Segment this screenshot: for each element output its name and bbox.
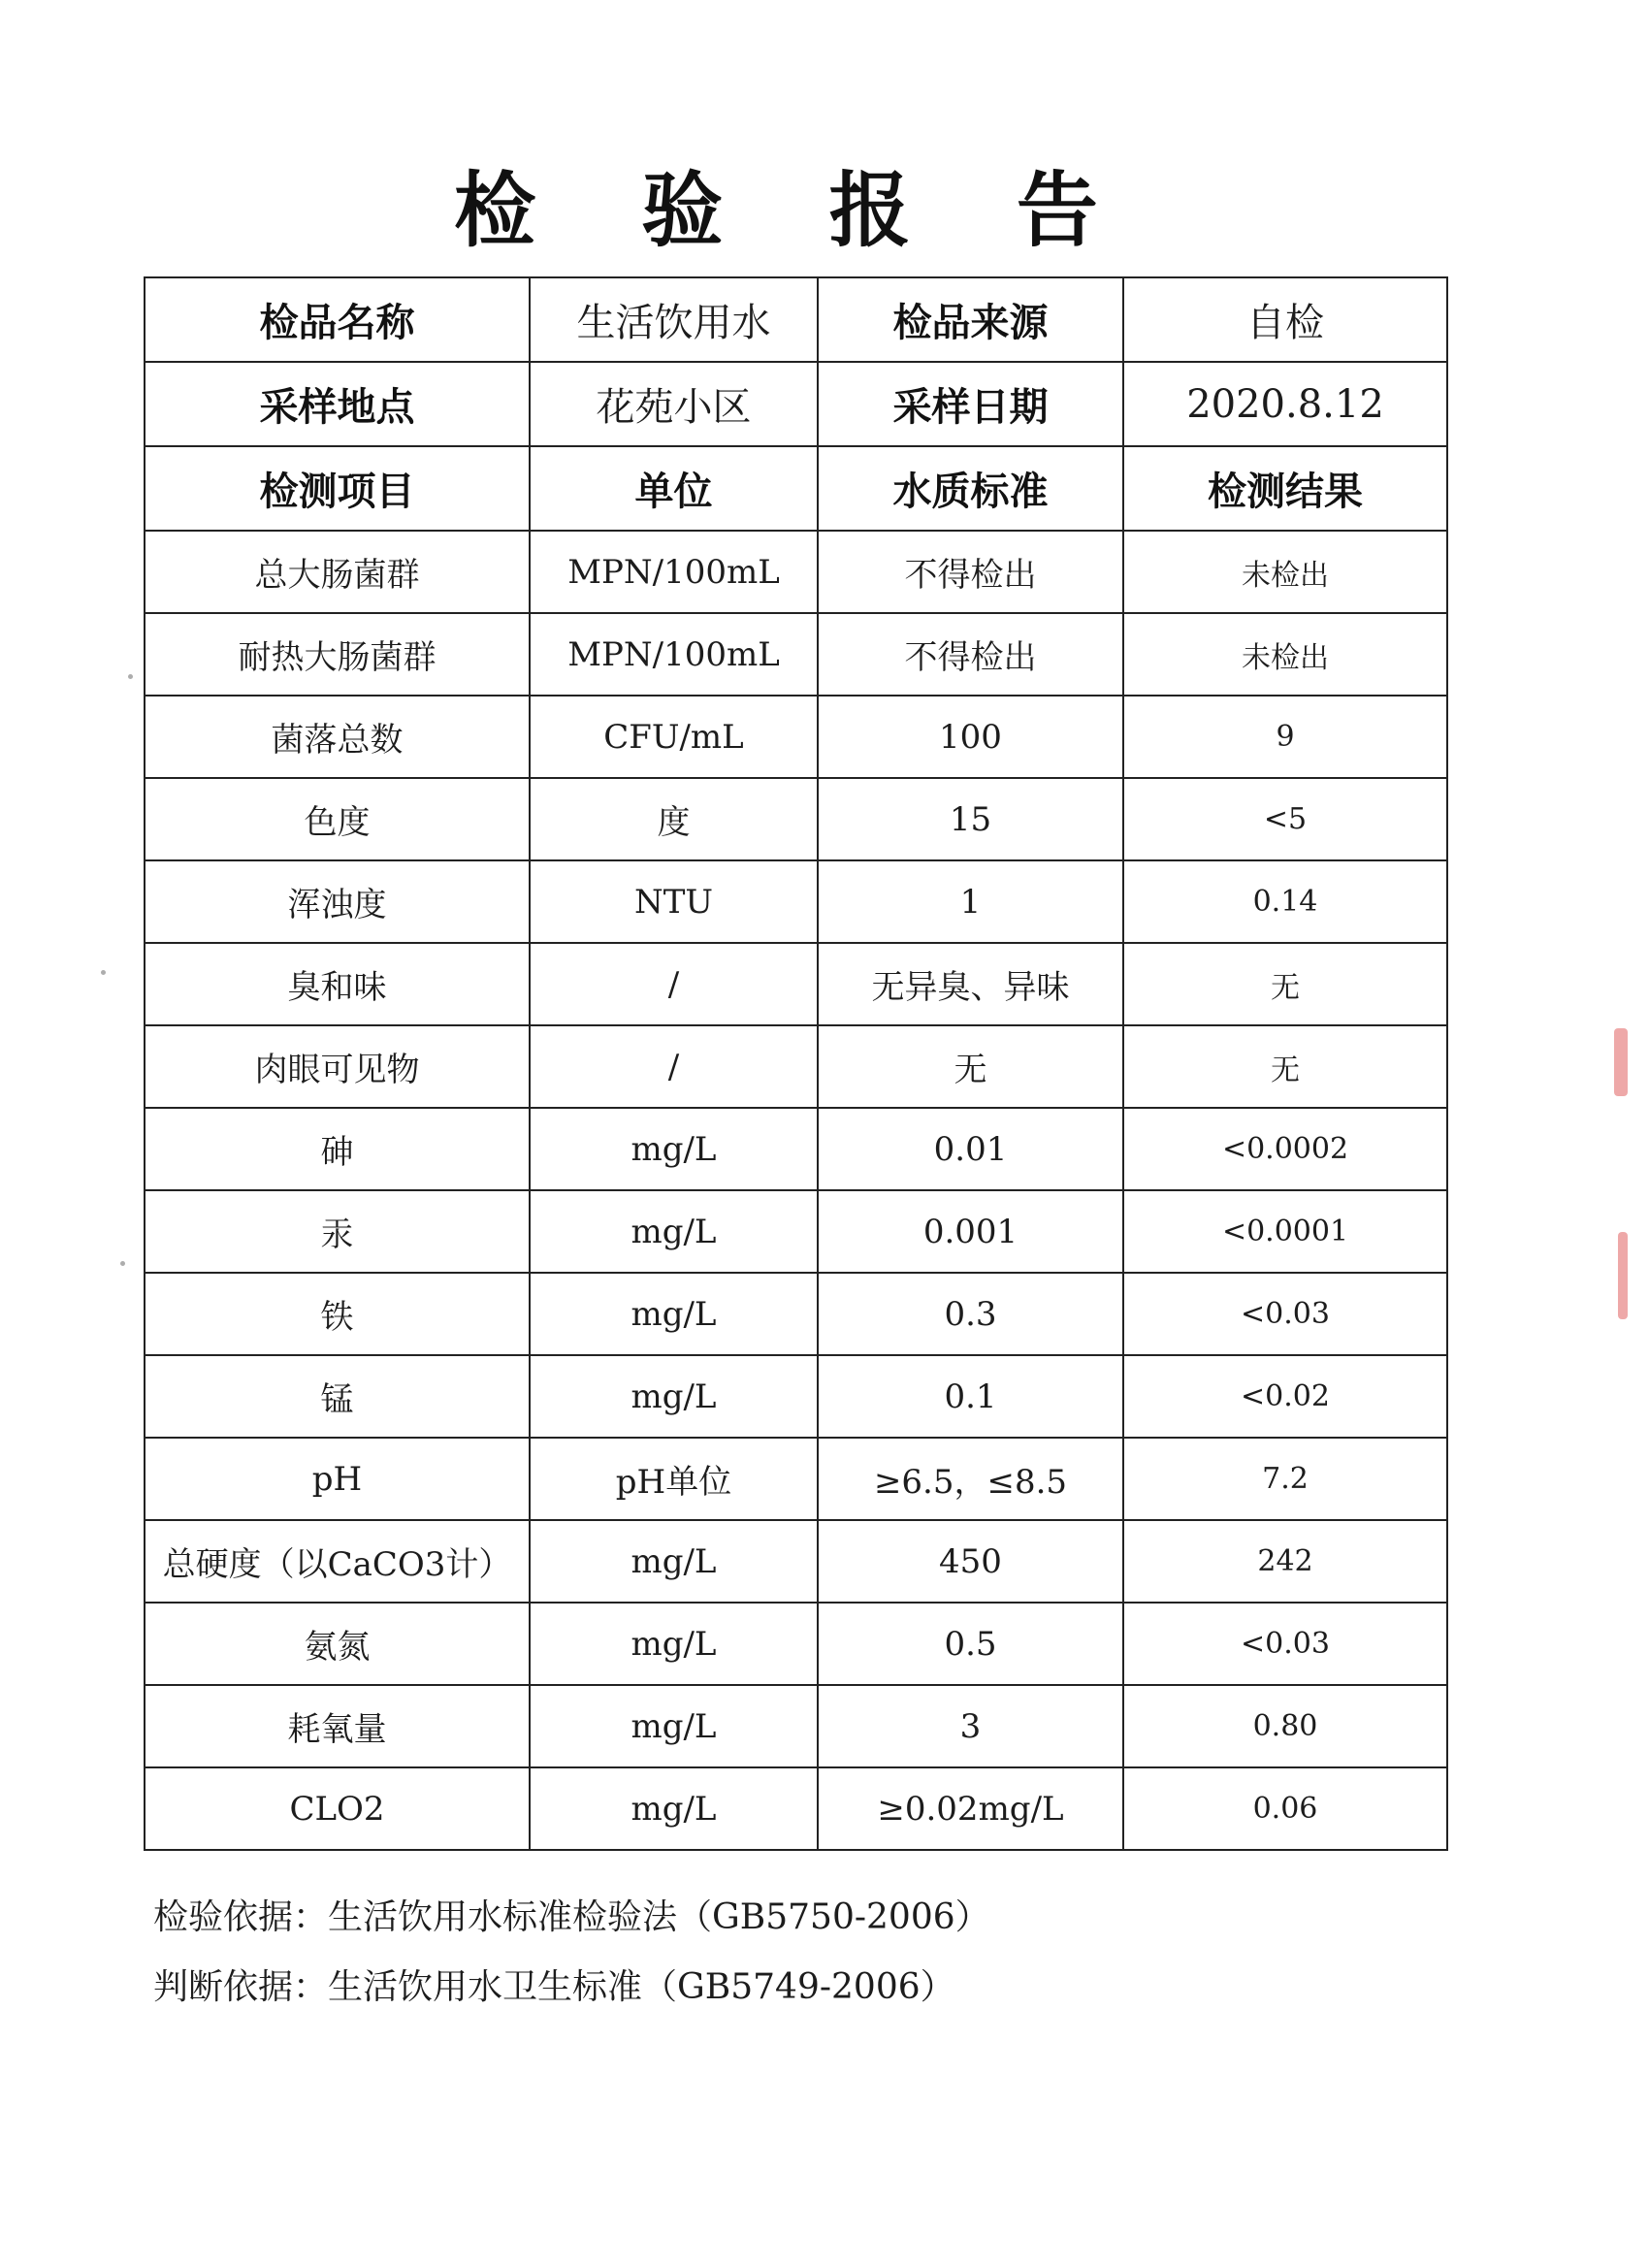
cell-unit: mg/L — [530, 1108, 818, 1190]
judgement-basis-value: 生活饮用水卫生标准（GB5749-2006） — [328, 1967, 955, 2007]
table-row — [145, 531, 1447, 613]
table-row — [145, 860, 1447, 943]
cell-result: <0.03 — [1123, 1603, 1447, 1685]
test-basis-value: 生活饮用水标准检验法（GB5750-2006） — [328, 1897, 990, 1937]
cell-result: 未检出 — [1123, 531, 1447, 613]
page-title: 检 验 报 告 — [454, 162, 1137, 258]
cell-result: 0.14 — [1123, 860, 1447, 943]
sample-source-value: 自检 — [1123, 277, 1447, 362]
cell-standard: 3 — [818, 1685, 1123, 1767]
cell-standard: 无异臭、异味 — [818, 943, 1123, 1025]
cell-standard: 0.001 — [818, 1190, 1123, 1273]
column-header-item: 检测项目 — [145, 446, 530, 531]
cell-unit: pH单位 — [530, 1438, 818, 1520]
column-header-standard: 水质标准 — [818, 446, 1123, 531]
column-header-unit: 单位 — [530, 446, 818, 531]
cell-result: <0.03 — [1123, 1273, 1447, 1355]
date-label: 采样日期 — [818, 362, 1123, 446]
cell-result: 未检出 — [1123, 613, 1447, 696]
info-row-sample — [145, 277, 1447, 362]
cell-standard: 100 — [818, 696, 1123, 778]
cell-item: 色度 — [145, 778, 530, 860]
table-row — [145, 778, 1447, 860]
cell-result: <0.02 — [1123, 1355, 1447, 1438]
cell-unit: mg/L — [530, 1190, 818, 1273]
table-row — [145, 1685, 1447, 1767]
report-table — [144, 276, 1448, 1851]
cell-result: 242 — [1123, 1520, 1447, 1603]
test-basis-label: 检验依据： — [153, 1897, 329, 1937]
cell-standard: 无 — [818, 1025, 1123, 1108]
cell-item: 锰 — [145, 1355, 530, 1438]
cell-standard: 0.1 — [818, 1355, 1123, 1438]
cell-standard: 0.5 — [818, 1603, 1123, 1685]
table-row — [145, 1355, 1447, 1438]
table-row — [145, 1190, 1447, 1273]
cell-item: 砷 — [145, 1108, 530, 1190]
cell-standard: 不得检出 — [818, 613, 1123, 696]
cell-item: 汞 — [145, 1190, 530, 1273]
table-row — [145, 696, 1447, 778]
scan-speck — [128, 674, 133, 679]
table-row — [145, 1025, 1447, 1108]
cell-standard: 450 — [818, 1520, 1123, 1603]
cell-item: 菌落总数 — [145, 696, 530, 778]
cell-standard: 1 — [818, 860, 1123, 943]
cell-unit: mg/L — [530, 1273, 818, 1355]
location-label: 采样地点 — [145, 362, 530, 446]
stamp-edge-mark — [1618, 1232, 1628, 1319]
cell-result: <0.0002 — [1123, 1108, 1447, 1190]
cell-item: 氨氮 — [145, 1603, 530, 1685]
location-value: 花苑小区 — [530, 362, 818, 446]
cell-result: 无 — [1123, 943, 1447, 1025]
cell-unit: / — [530, 1025, 818, 1108]
cell-standard: 0.01 — [818, 1108, 1123, 1190]
table-row — [145, 1520, 1447, 1603]
sample-source-label: 检品来源 — [818, 277, 1123, 362]
table-row — [145, 1767, 1447, 1850]
date-value: 2020.8.12 — [1123, 362, 1447, 446]
scan-speck — [120, 1261, 125, 1266]
data-rows — [145, 531, 1447, 1850]
judgement-basis — [153, 1960, 955, 2009]
cell-standard: ≥6.5，≤8.5 — [818, 1438, 1123, 1520]
cell-unit: mg/L — [530, 1520, 818, 1603]
cell-result: 9 — [1123, 696, 1447, 778]
cell-item: 铁 — [145, 1273, 530, 1355]
cell-result: <5 — [1123, 778, 1447, 860]
cell-unit: CFU/mL — [530, 696, 818, 778]
info-row-location — [145, 362, 1447, 446]
cell-standard: ≥0.02mg/L — [818, 1767, 1123, 1850]
cell-item: 耗氧量 — [145, 1685, 530, 1767]
cell-standard: 15 — [818, 778, 1123, 860]
cell-standard: 0.3 — [818, 1273, 1123, 1355]
stamp-edge-mark — [1614, 1028, 1628, 1096]
scan-speck — [101, 970, 106, 975]
table-row — [145, 1438, 1447, 1520]
cell-unit: mg/L — [530, 1685, 818, 1767]
cell-result: 0.06 — [1123, 1767, 1447, 1850]
judgement-basis-label: 判断依据： — [153, 1967, 329, 2007]
cell-result: 无 — [1123, 1025, 1447, 1108]
column-header-result: 检测结果 — [1123, 446, 1447, 531]
cell-result: <0.0001 — [1123, 1190, 1447, 1273]
column-header-row — [145, 446, 1447, 531]
cell-item: 耐热大肠菌群 — [145, 613, 530, 696]
cell-unit: mg/L — [530, 1355, 818, 1438]
cell-item: pH — [145, 1438, 530, 1520]
table-row — [145, 1273, 1447, 1355]
cell-item: CLO2 — [145, 1767, 530, 1850]
cell-item: 浑浊度 — [145, 860, 530, 943]
cell-item: 肉眼可见物 — [145, 1025, 530, 1108]
table-row — [145, 943, 1447, 1025]
table-row — [145, 1108, 1447, 1190]
sample-name-value: 生活饮用水 — [530, 277, 818, 362]
cell-unit: MPN/100mL — [530, 531, 818, 613]
test-basis — [153, 1890, 990, 1939]
cell-unit: MPN/100mL — [530, 613, 818, 696]
cell-standard: 不得检出 — [818, 531, 1123, 613]
cell-item: 臭和味 — [145, 943, 530, 1025]
sample-name-label: 检品名称 — [145, 277, 530, 362]
cell-unit: mg/L — [530, 1767, 818, 1850]
cell-item: 总硬度（以CaCO3计） — [145, 1520, 530, 1603]
cell-unit: NTU — [530, 860, 818, 943]
table-row — [145, 613, 1447, 696]
table-row — [145, 1603, 1447, 1685]
cell-result: 0.80 — [1123, 1685, 1447, 1767]
cell-unit: mg/L — [530, 1603, 818, 1685]
cell-unit: 度 — [530, 778, 818, 860]
cell-result: 7.2 — [1123, 1438, 1447, 1520]
cell-unit: / — [530, 943, 818, 1025]
cell-item: 总大肠菌群 — [145, 531, 530, 613]
